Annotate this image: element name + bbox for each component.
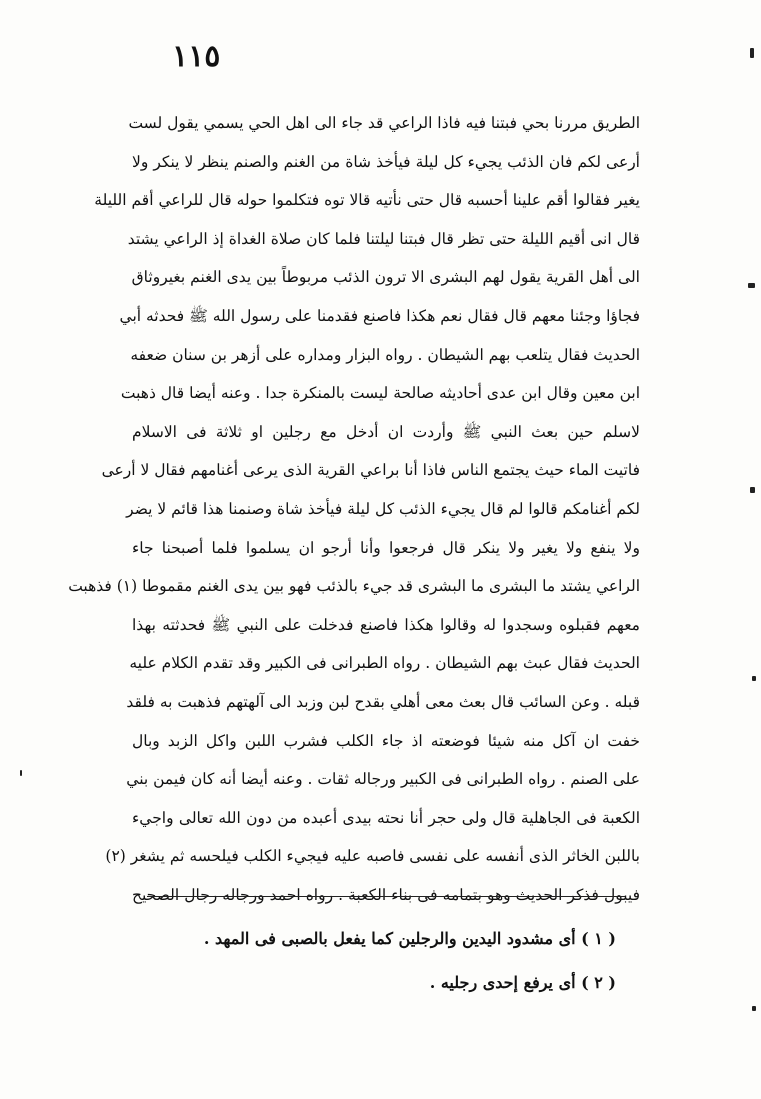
scan-speck [750, 487, 755, 493]
footnotes [203, 922, 616, 1010]
page-number: ١١٥ [172, 39, 221, 74]
text-line: الى أهل القرية يقول لهم البشرى الا ترون الذئب مربوطاً بين يدى الغنم بغيروثاق [131, 268, 640, 287]
text-line: قبله . وعن السائب قال بعث معى أهلي بقدح لبن وزبد الى آلهتهم فذهبت به فلقد [126, 692, 640, 711]
text-line: فاتيت الماء حيث يجتمع الناس فاذا أنا براعي القرية الذى يرعى أغنامهم فقال لا أرعى [101, 461, 640, 480]
text-line: قال انى أقيم الليلة حتى تظر قال فبتنا ليلتنا فلما كان صلاة الغداة إذ الراعي يشتد [127, 229, 640, 248]
main-text-block [68, 104, 640, 914]
text-line: الحديث فقال يتلعب بهم الشيطان . رواه البزار ومداره على أزهر بن سنان ضعفه [130, 345, 640, 364]
scan-speck [752, 676, 756, 681]
scan-speck [752, 1006, 756, 1011]
text-line: أرعى لكم فان الذئب يجيء كل ليلة فيأخذ شاة من الغنم والصنم ينظر لا ينكر ولا [132, 152, 640, 171]
text-line: فيبول فذكر الحديث وهو بتمامه فى بناء الكعبة . رواه احمد ورجاله رجال الصحيح [132, 885, 640, 904]
text-line: الراعي يشتد ما البشرى ما البشرى قد جيء بالذئب فهو بين يدى الغنم مقموطا (١) فذهبت [68, 577, 640, 596]
text-line: على الصنم . رواه الطبرانى فى الكبير ورجاله ثقات . وعنه أيضا أنه كان فيمن بني [126, 770, 640, 789]
text-line: يغير فقالوا أقم علينا أحسبه قال حتى نأتيه قالا توه فتكلموا حوله قال للراعي أقم الليلة [94, 191, 640, 210]
text-line: باللبن الخاثر الذى أنفسه على نفسى فاصبه عليه فيجيء الكلب فيلحسه ثم يشغر (٢) [105, 847, 640, 866]
text-line: الحديث فقال عبث بهم الشيطان . رواه الطبرانى فى الكبير وقد تقدم الكلام عليه [129, 654, 640, 673]
scan-speck [20, 770, 22, 776]
text-line: لكم أغنامكم قالوا لم قال يجيء الذئب كل ليلة فيأخذ شاة وصنمنا هذا قائم لا يضر [126, 499, 640, 518]
text-line: الطريق مررنا بحي فبتنا فيه فاذا الراعي قد جاء الى اهل الحي يسمي يقول لست [128, 114, 640, 132]
footnote-1: ( ١ ) أى مشدود اليدين والرجلين كما يفعل بالصبى فى المهد . [203, 929, 616, 948]
footnote-2: ( ٢ ) أى يرفع إحدى رجليه . [429, 973, 616, 992]
footnote-divider [147, 896, 625, 897]
text-line: الكعبة فى الجاهلية قال ولى حجر أنا نحته بيدى أعبده من دون الله تعالى واجيء [132, 808, 640, 827]
scan-speck [748, 283, 755, 288]
scan-speck [750, 48, 754, 58]
text-line: ابن معين وقال ابن عدى أحاديثه صالحة ليست بالمنكرة جدا . وعنه أيضا قال ذهبت [120, 384, 640, 403]
text-line: فجاؤا وجئنا معهم قال فقال نعم هكذا فاصنع فقدمنا على رسول الله ﷺ فحدثه أبي [119, 306, 640, 325]
text-line: ولا ينفع ولا يغير ولا ينكر قال فرجعوا وأنا أرجو ان يسلموا فلما أصبحنا جاء [132, 538, 640, 557]
text-line: معهم فقبلوه وسجدوا له وقالوا هكذا فاصنع فدخلت على النبي ﷺ فحدثته بهذا [132, 615, 640, 634]
text-line: لاسلم حين بعث النبي ﷺ وأردت ان أدخل مع رجلين او ثلاثة فى الاسلام [132, 422, 640, 441]
text-line: خفت ان آكل منه شيئا فوضعته اذ جاء الكلب فشرب اللبن واكل الزبد وبال [132, 731, 640, 750]
